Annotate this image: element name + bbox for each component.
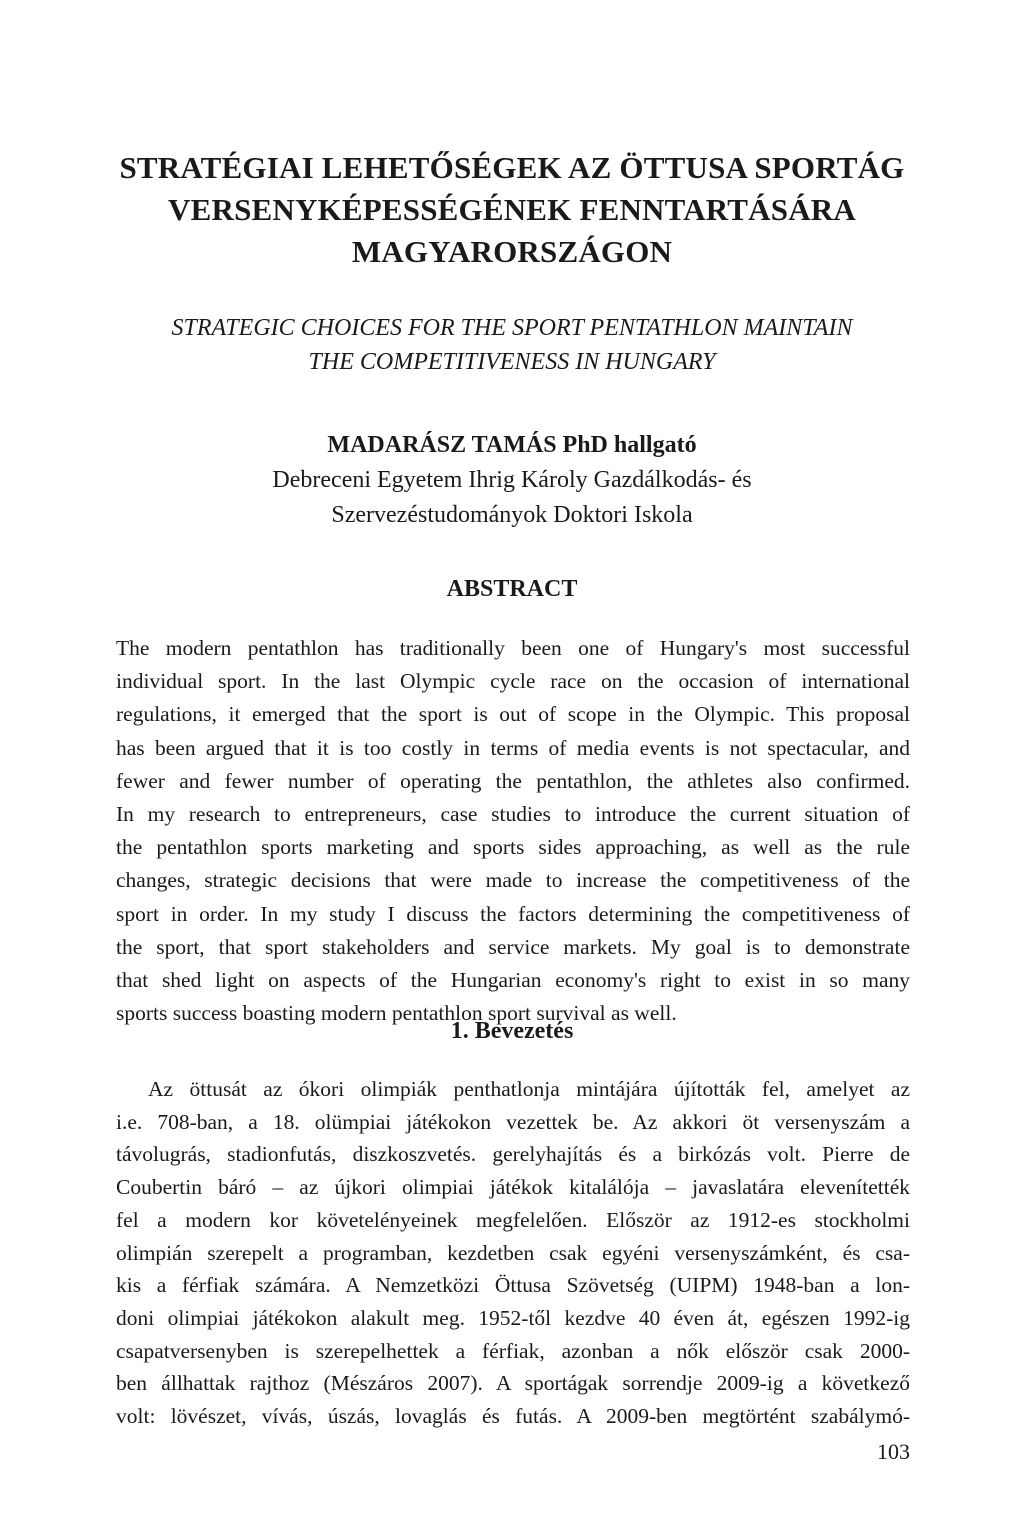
abstract-line: sports success boasting modern pentathlon sport survival as well. — [116, 1001, 677, 1026]
abstract-heading: ABSTRACT — [446, 576, 578, 602]
title-line: VERSENYKÉPESSÉGÉNEK FENNTARTÁSÁRA — [168, 192, 856, 227]
body-line: doni olimpiai játékokon alakult meg. 1952-től kezdve 40 éven át, egészen 1992-ig — [116, 1305, 910, 1330]
abstract-line: changes, strategic decisions that were made to increase the competitiveness of the — [116, 868, 910, 893]
abstract-text — [116, 632, 910, 1030]
abstract-line: the sport, that sport stakeholders and service markets. My goal is to demonstrate — [116, 934, 910, 959]
title-line: STRATÉGIAI LEHETŐSÉGEK AZ ÖTTUSA SPORTÁG — [119, 150, 905, 185]
body-line: ben állhattak rajthoz (Mészáros 2007). A sportágak sorrendje 2009-ig a következő — [116, 1371, 910, 1396]
abstract-line: sport in order. In my study I discuss the factors determining the competitiveness of — [116, 901, 910, 926]
body-line: fel a modern kor követelényeinek megfelelően. Először az 1912-es stockholmi — [116, 1207, 910, 1232]
abstract-line: individual sport. In the last Olympic cycle race on the occasion of international — [116, 669, 910, 694]
author-affiliation-line: Debreceni Egyetem Ihrig Károly Gazdálkodás- és — [272, 467, 752, 493]
paper-title — [60, 147, 964, 273]
title-line: MAGYARORSZÁGON — [351, 234, 673, 269]
body-line: távolugrás, stadionfutás, diszkoszvetés. gerelyhajítás és a birkózás volt. Pierre de — [116, 1142, 910, 1167]
body-line: csapatversenyben is szerepelhettek a férfiak, azonban a nők először csak 2000- — [116, 1338, 910, 1363]
author-affiliation-line: Szervezéstudományok Doktori Iskola — [331, 502, 693, 528]
body-line: volt: lövészet, vívás, úszás, lovaglás és futás. A 2009-ben megtörtént szabálymó- — [116, 1404, 910, 1429]
section-body-text — [116, 1073, 910, 1433]
body-line: Coubertin báró – az újkori olimpiai játékok kitalálója – javaslatára elevenítették — [116, 1175, 910, 1200]
body-line: i.e. 708-ban, a 18. olümpiai játékokon vezettek be. Az akkori öt versenyszám a — [116, 1109, 910, 1134]
page-number: 103 — [877, 1439, 910, 1464]
abstract-line: the pentathlon sports marketing and sports sides approaching, as well as the rule — [116, 835, 910, 860]
abstract-line: The modern pentathlon has traditionally been one of Hungary's most successful — [116, 636, 910, 660]
body-line: Az öttusát az ókori olimpiák penthatlonja mintájára újították fel, amelyet az — [148, 1077, 910, 1101]
abstract-line: regulations, it emerged that the sport is out of scope in the Olympic. This proposal — [116, 702, 910, 727]
author-name: MADARÁSZ TAMÁS PhD hallgató — [327, 432, 697, 458]
subtitle-line: STRATEGIC CHOICES FOR THE SPORT PENTATHLON MAINTAIN — [171, 315, 853, 341]
abstract-line: In my research to entrepreneurs, case studies to introduce the current situation of — [116, 802, 910, 827]
subtitle-line: THE COMPETITIVENESS IN HUNGARY — [308, 349, 716, 375]
author-block — [60, 428, 964, 533]
paper-subtitle — [60, 311, 964, 379]
abstract-line: that shed light on aspects of the Hungarian economy's right to exist in so many — [116, 968, 910, 993]
abstract-line: has been argued that it is too costly in terms of media events is not spectacular, and — [116, 735, 910, 760]
body-line: kis a férfiak számára. A Nemzetközi Öttusa Szövetség (UIPM) 1948-ban a lon- — [116, 1273, 910, 1298]
abstract-line: fewer and fewer number of operating the pentathlon, the athletes also confirmed. — [116, 768, 910, 793]
section-heading: 1. Bevezetés — [450, 1018, 574, 1044]
body-line: olimpián szerepelt a programban, kezdetben csak egyéni versenyszámként, és csa- — [116, 1240, 910, 1265]
